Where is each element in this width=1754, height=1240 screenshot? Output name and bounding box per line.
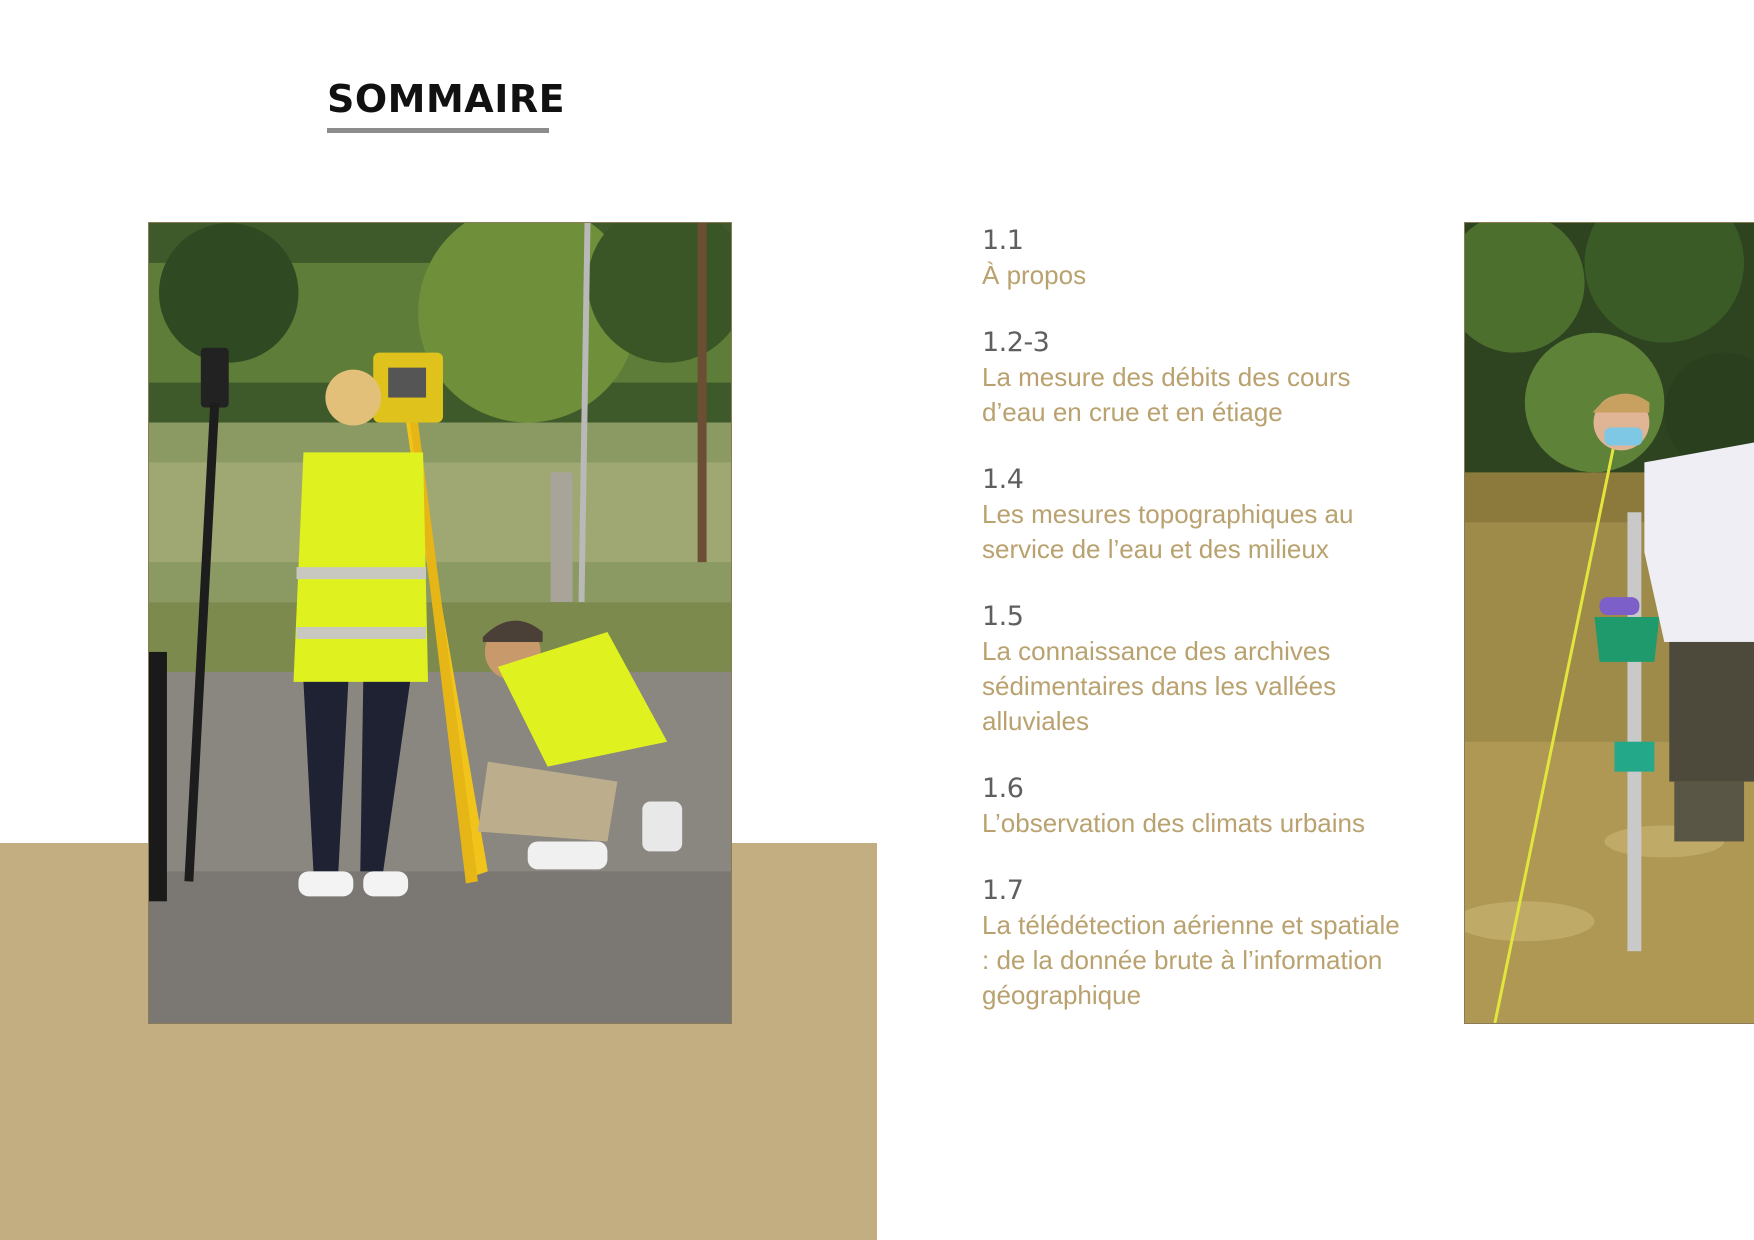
toc-label: La mesure des débits des cours d’eau en crue et en étiage [982,362,1351,427]
toc-entry-1-1[interactable] [982,224,1402,293]
toc-label: L’observation des climats urbains [982,808,1365,838]
toc-number: 1.5 [982,601,1024,632]
survey-photo-illustration [149,223,731,1023]
toc-number: 1.1 [982,225,1024,256]
toc-label: À propos [982,260,1087,290]
toc-number: 1.6 [982,773,1024,804]
header [327,77,566,133]
toc-label: La télédétection aérienne et spatiale : de la donnée brute à l’information géographique [982,910,1400,1010]
toc-label: La connaissance des archives sédimentaires dans les vallées alluviales [982,636,1337,736]
survey-photo [148,222,732,1024]
toc-entry-1-6[interactable] [982,772,1402,841]
toc-number: 1.4 [982,464,1024,495]
toc-entry-1-4[interactable] [982,463,1402,567]
toc-number: 1.2-3 [982,327,1050,358]
toc-number: 1.7 [982,875,1024,906]
toc-entry-1-2-3[interactable] [982,326,1402,430]
page-title: SOMMAIRE [327,77,566,121]
river-photo-illustration [1465,223,1754,1023]
toc-label: Les mesures topographiques au service de l’eau et des milieux [982,499,1354,564]
title-underline [327,128,549,133]
river-measurement-photo [1464,222,1754,1024]
toc-entry-1-7[interactable] [982,874,1402,1013]
table-of-contents [982,224,1402,1046]
toc-entry-1-5[interactable] [982,600,1402,739]
